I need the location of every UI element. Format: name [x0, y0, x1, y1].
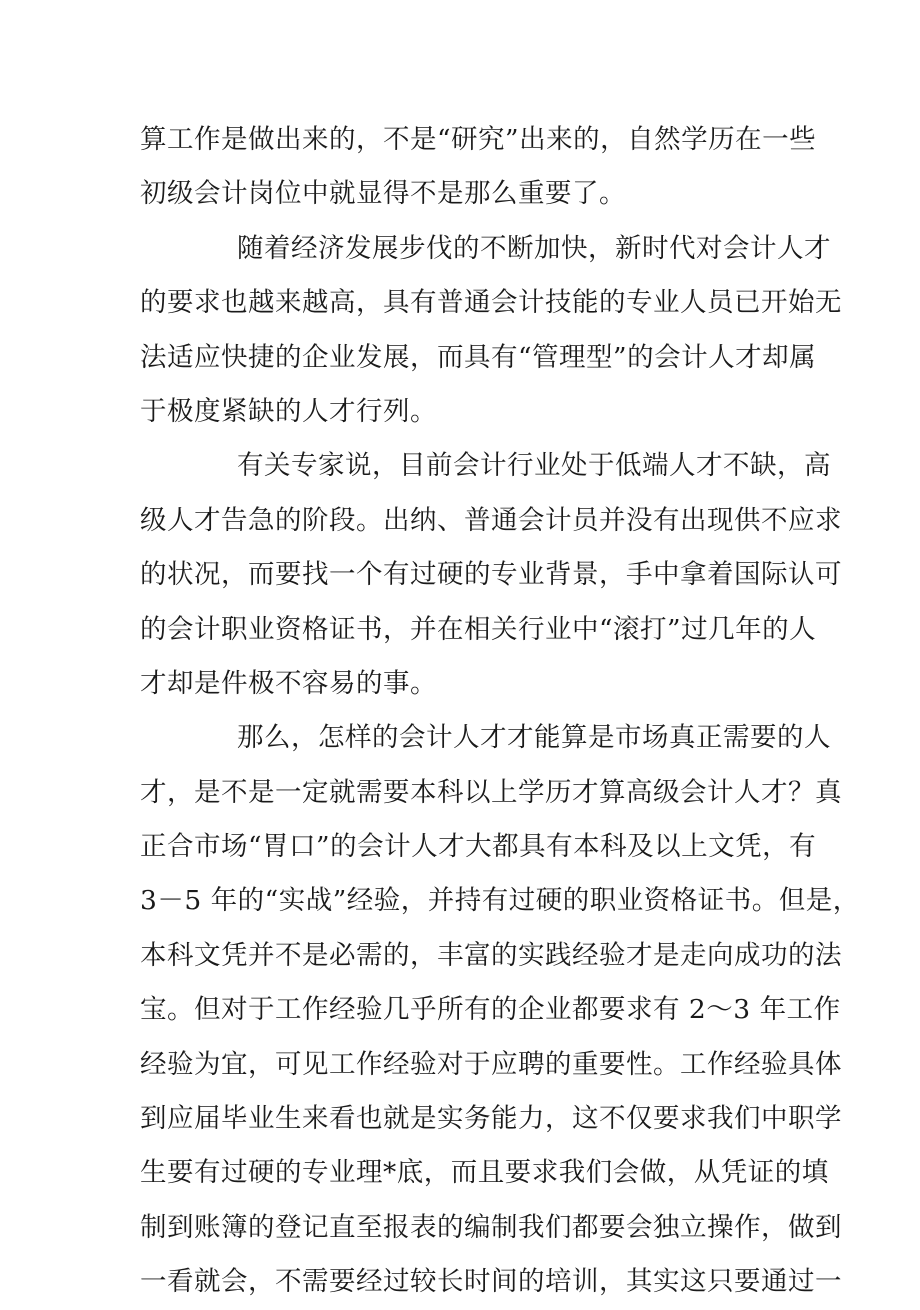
text-line: 算工作是做出来的，不是“研究”出来的，自然学历在一些 — [140, 124, 817, 155]
text-line: 有关专家说，目前会计行业处于低端人才不缺，高 — [237, 450, 831, 482]
text-line: 才，是不是一定就需要本科以上学历才算高级会计人才？真 — [140, 776, 842, 808]
paragraph — [140, 711, 860, 1309]
text-line: 宝。但对于工作经验几乎所有的企业都要求有 2～3 年工作 — [140, 994, 841, 1026]
text-line: 到应届毕业生来看也就是实务能力，这不仅要求我们中职学 — [140, 1103, 842, 1135]
text-line: 才却是件极不容易的事。 — [140, 667, 437, 699]
text-line: 本科文凭并不是必需的，丰富的实践经验才是走向成功的法 — [140, 939, 842, 971]
text-line: 经验为宜，可见工作经验对于应聘的重要性。工作经验具体 — [140, 1048, 842, 1080]
paragraph — [140, 439, 842, 711]
text-line: 的要求也越来越高，具有普通会计技能的专业人员已开始无 — [140, 287, 842, 319]
paragraph — [140, 113, 817, 222]
text-line: 级人才告急的阶段。出纳、普通会计员并没有出现供不应求 — [140, 504, 842, 536]
text-line: 一看就会，不需要经过较长时间的培训，其实这只要通过一 — [140, 1266, 842, 1298]
text-line: 法适应快捷的企业发展，而具有“管理型”的会计人才却属 — [140, 341, 817, 373]
text-line: 制到账簿的登记直至报表的编制我们都要会独立操作，做到 — [140, 1211, 842, 1243]
text-line: 于极度紧缺的人才行列。 — [140, 395, 437, 427]
document-body — [140, 113, 860, 1310]
text-line: 3－5 年的“实战”经验，并持有过硬的职业资格证书。但是， — [140, 885, 860, 917]
text-line: 初级会计岗位中就显得不是那么重要了。 — [140, 178, 626, 210]
text-line: 生要有过硬的专业理*底，而且要求我们会做，从凭证的填 — [140, 1157, 829, 1189]
text-line: 随着经济发展步伐的不断加快，新时代对会计人才 — [237, 232, 831, 264]
text-line: 的会计职业资格证书，并在相关行业中“滚打”过几年的人 — [140, 613, 817, 645]
text-line: 的状况，而要找一个有过硬的专业背景，手中拿着国际认可 — [140, 559, 842, 591]
text-line: 正合市场“胃口”的会计人才大都具有本科及以上文凭，有 — [140, 831, 817, 863]
paragraph — [140, 222, 842, 440]
text-line: 那么，怎样的会计人才才能算是市场真正需要的人 — [237, 722, 831, 754]
